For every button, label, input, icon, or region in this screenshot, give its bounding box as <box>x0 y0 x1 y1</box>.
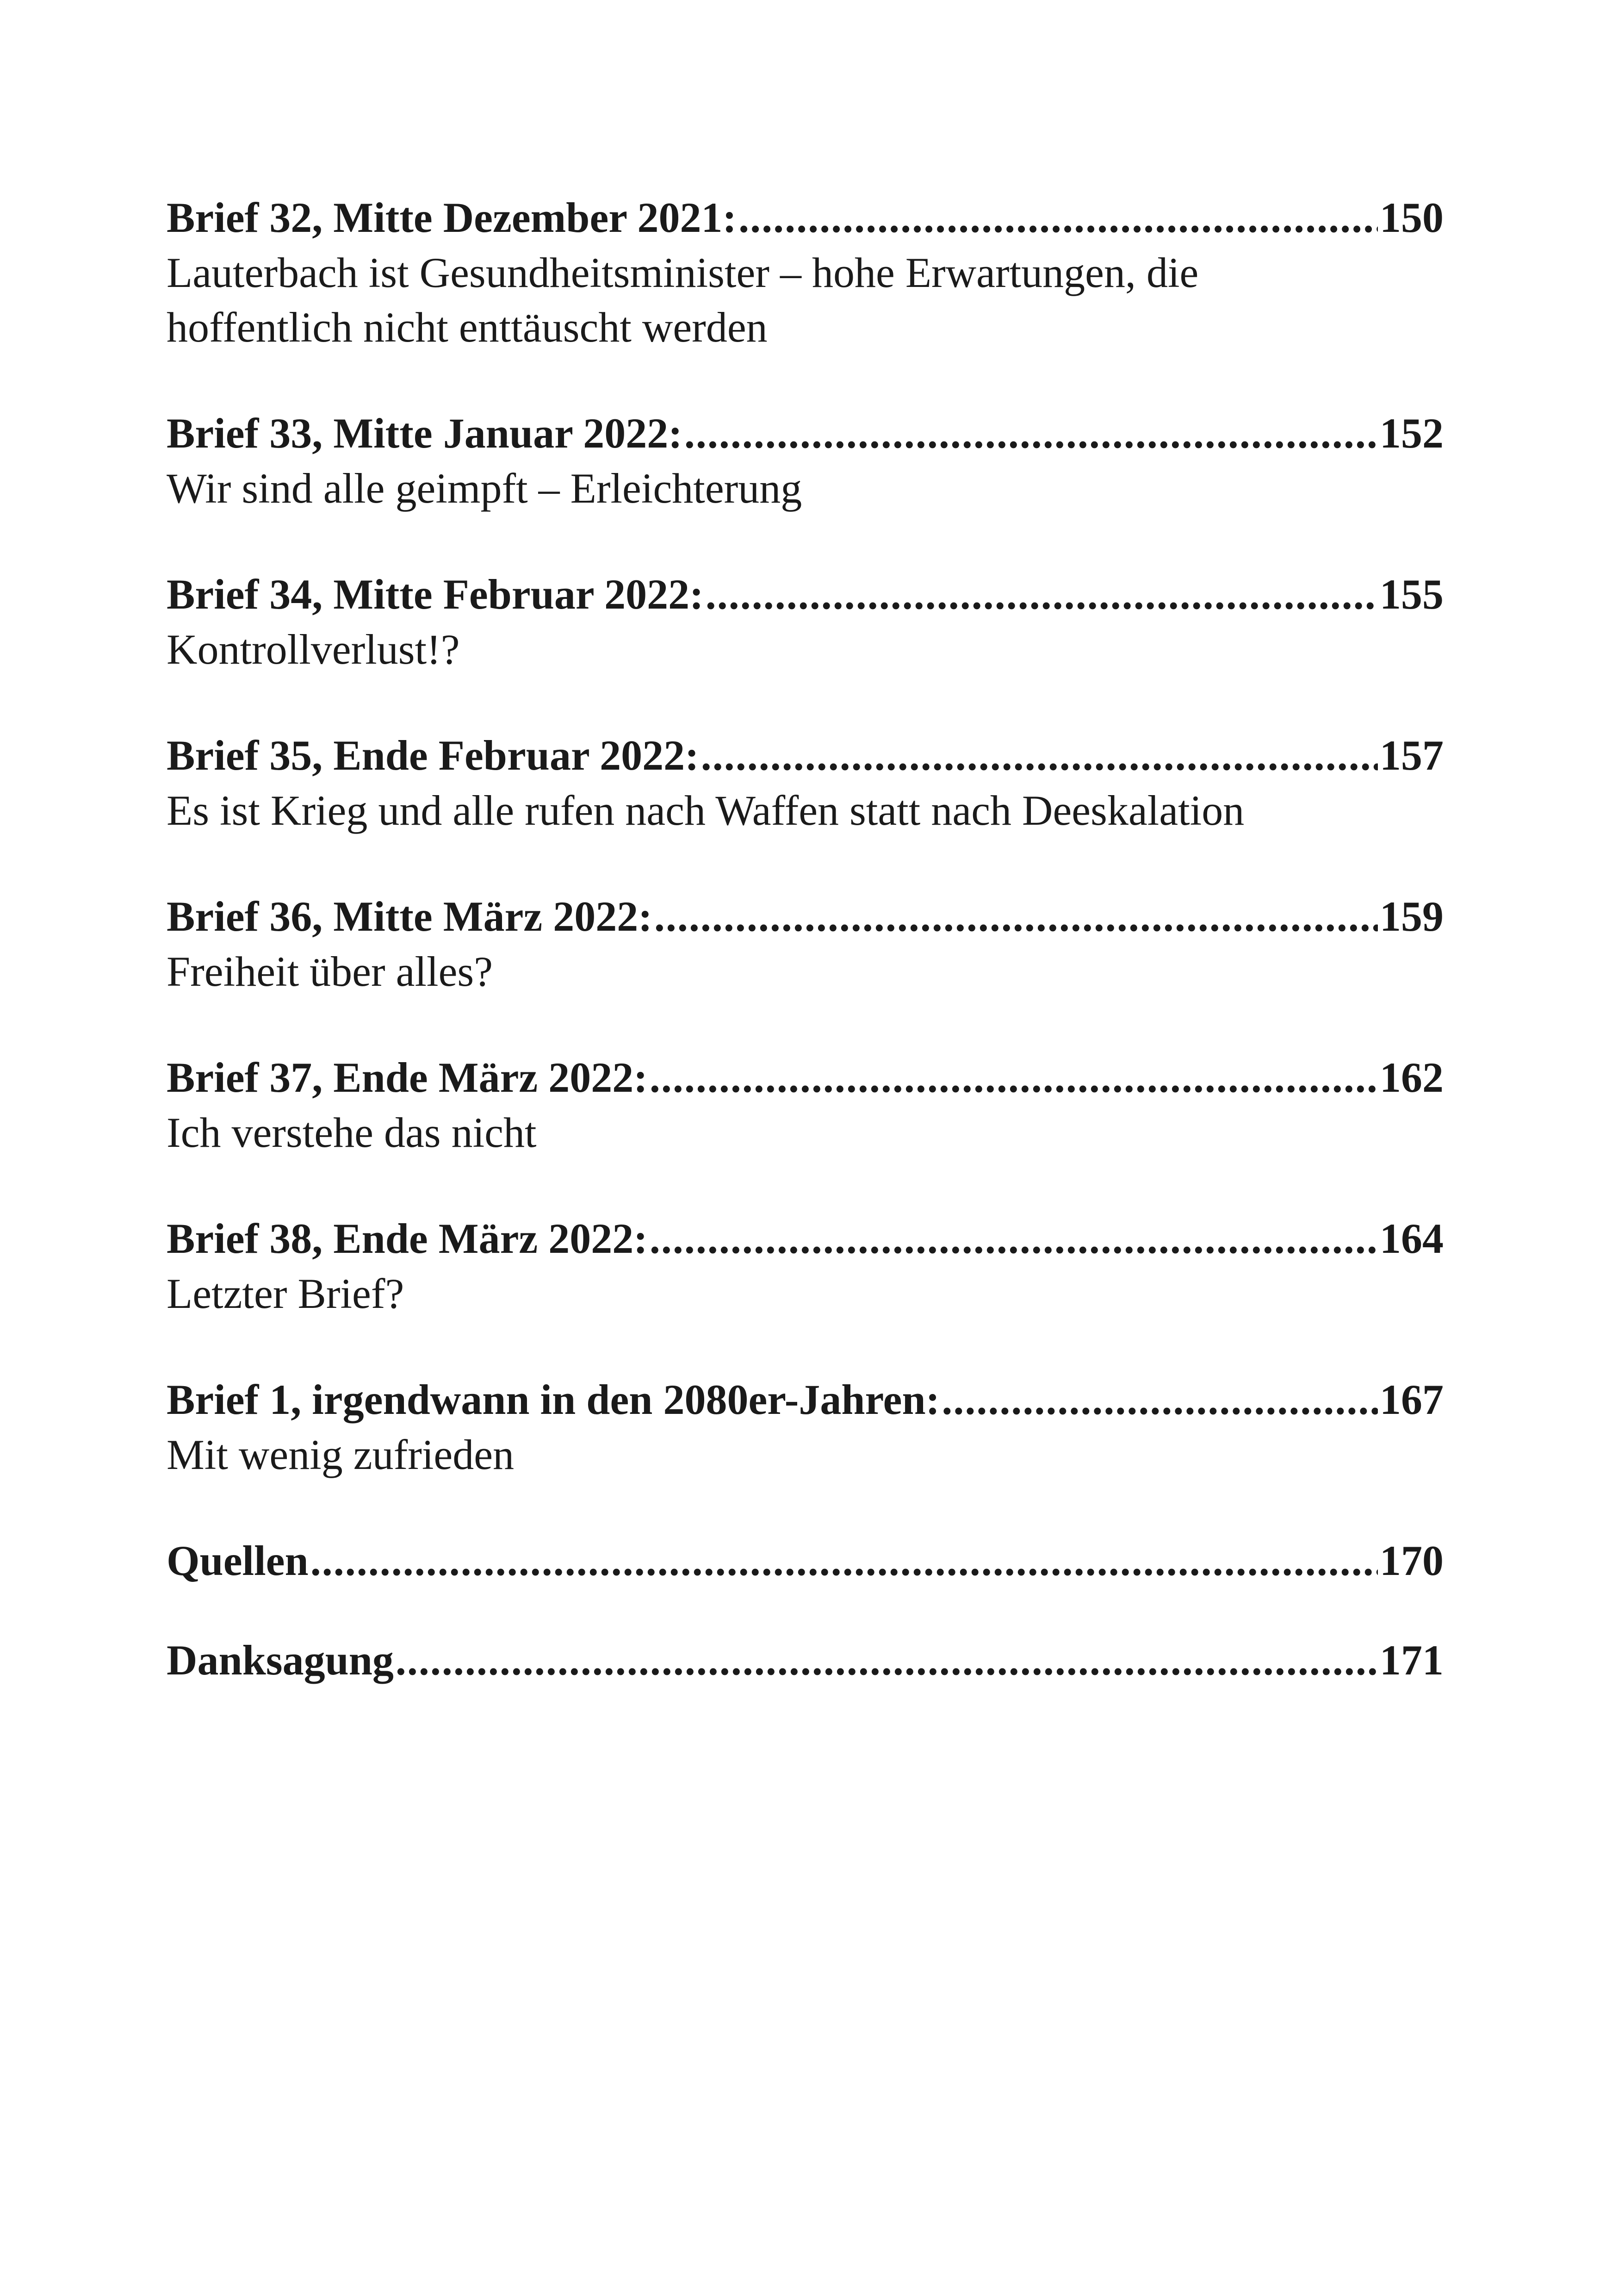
leader-dots <box>701 728 1378 783</box>
toc-entry-brief-1 <box>167 1372 1444 1482</box>
leader-dots <box>706 566 1378 622</box>
leader-dots <box>650 1211 1378 1266</box>
leader-dots <box>650 1050 1378 1105</box>
toc-entry-title: Brief 35, Ende Februar 2022: <box>167 732 699 779</box>
toc-entry-subtitle: Wir sind alle geimpft – Erleichterung <box>167 465 802 512</box>
toc-entry-subtitle: Ich verstehe das nicht <box>167 1109 537 1156</box>
toc-entry-quellen <box>167 1533 1444 1588</box>
toc-entry-page-number: 167 <box>1380 1376 1444 1423</box>
leader-dots <box>738 190 1378 245</box>
leader-dots <box>684 405 1378 461</box>
toc-entry-title: Brief 32, Mitte Dezember 2021: <box>167 194 737 241</box>
toc-entry-page-number: 152 <box>1380 410 1444 457</box>
toc-entry-heading <box>167 728 1444 783</box>
toc-entry-page-number: 157 <box>1380 732 1444 779</box>
toc-entry-heading <box>167 405 1444 461</box>
leader-dots <box>310 1533 1378 1588</box>
toc-entry-page-number: 170 <box>1380 1537 1444 1584</box>
toc-entry-title: Brief 1, irgendwann in den 2080er-Jahren: <box>167 1376 940 1423</box>
leader-dots <box>654 889 1378 944</box>
toc-entry-danksagung <box>167 1632 1444 1688</box>
toc-entry-heading <box>167 190 1444 245</box>
toc-entry-subtitle: Letzter Brief? <box>167 1270 404 1317</box>
toc-entry-page-number: 164 <box>1380 1215 1444 1262</box>
toc-entry-brief-37 <box>167 1050 1444 1160</box>
toc-entry-subtitle: Kontrollverlust!? <box>167 626 460 673</box>
toc-entry-subtitle: Lauterbach ist Gesundheitsminister – hohe Erwartungen, die hoffentlich nicht enttäuscht werden <box>167 249 1199 351</box>
toc-entry-subtitle: Mit wenig zufrieden <box>167 1431 515 1478</box>
toc-entry-title: Danksagung <box>167 1636 394 1684</box>
toc-entry-page-number: 155 <box>1380 571 1444 618</box>
toc-entry-heading <box>167 1050 1444 1105</box>
toc-entry-page-number: 171 <box>1380 1636 1444 1684</box>
toc-entry-brief-36 <box>167 889 1444 999</box>
leader-dots <box>396 1632 1378 1688</box>
toc-entry-title: Brief 38, Ende März 2022: <box>167 1215 648 1262</box>
leader-dots <box>942 1372 1378 1427</box>
toc-entry-title: Brief 37, Ende März 2022: <box>167 1054 648 1101</box>
toc-entry-page-number: 150 <box>1380 194 1444 241</box>
toc-entry-heading <box>167 566 1444 622</box>
toc-entry-brief-34 <box>167 566 1444 677</box>
toc-entry-brief-38 <box>167 1211 1444 1321</box>
toc-entry-title: Brief 36, Mitte März 2022: <box>167 893 652 940</box>
toc-entry-page-number: 162 <box>1380 1054 1444 1101</box>
toc-entry-heading <box>167 1632 1444 1688</box>
toc-entry-heading <box>167 1211 1444 1266</box>
toc-entry-brief-32 <box>167 190 1444 355</box>
toc-entry-heading <box>167 1533 1444 1588</box>
toc-entry-heading <box>167 889 1444 944</box>
toc-entry-title: Brief 34, Mitte Februar 2022: <box>167 571 704 618</box>
toc-entry-heading <box>167 1372 1444 1427</box>
toc-entry-subtitle: Es ist Krieg und alle rufen nach Waffen statt nach Deeskalation <box>167 787 1245 834</box>
toc-entry-subtitle: Freiheit über alles? <box>167 948 493 995</box>
toc-entry-page-number: 159 <box>1380 893 1444 940</box>
toc-entry-brief-35 <box>167 728 1444 838</box>
toc-entry-title: Quellen <box>167 1537 309 1584</box>
toc-entry-brief-33 <box>167 405 1444 516</box>
table-of-contents <box>167 190 1444 1732</box>
toc-entry-title: Brief 33, Mitte Januar 2022: <box>167 410 682 457</box>
